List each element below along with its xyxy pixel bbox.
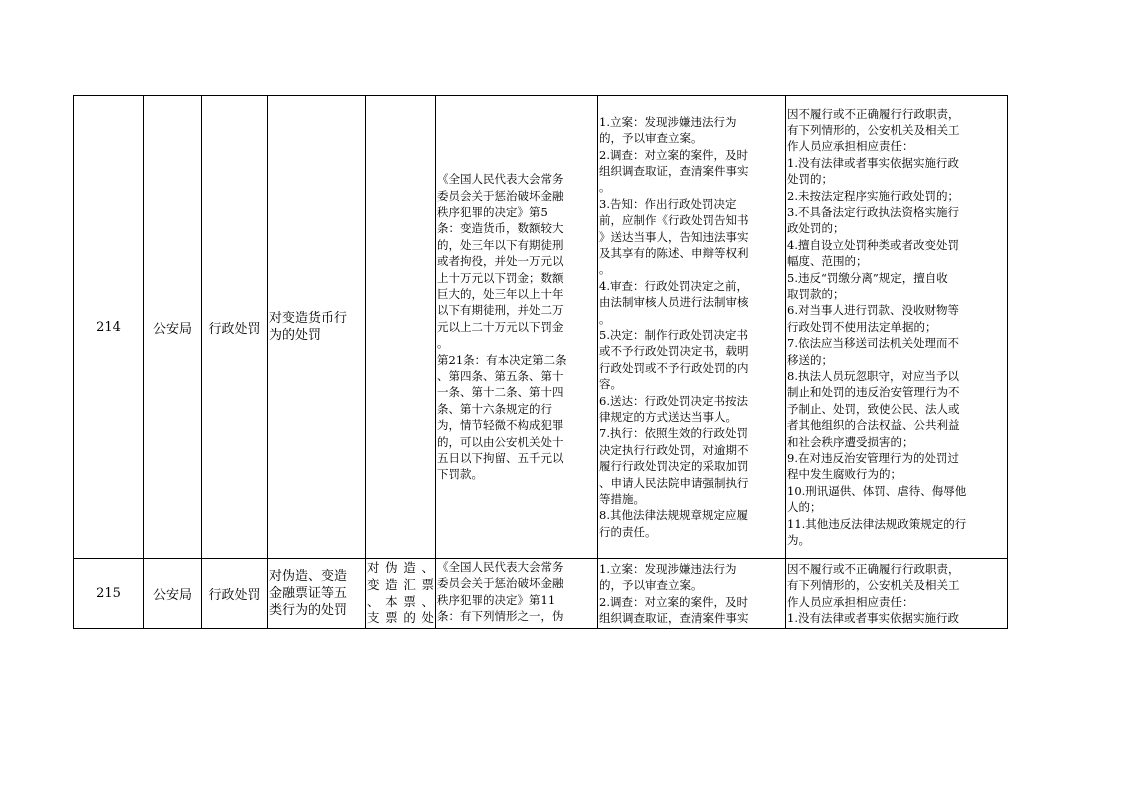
procedure-cell: 1.立案：发现涉嫌违法行为 的，予以审查立案。 2.调查：对立案的案件，及时 组织调查取证，查清案件事实 (598, 559, 786, 629)
responsibility-cell: 因不履行或不正确履行行政职责， 有下列情形的，公安机关及相关工 作人员应承担相应责任： 1.没有法律或者事实依据实施行政 处罚的； 2.未按法定程序实施行政处罚的； 3.不具备法定行政执法资格实施行 政处罚的； 4.擅自设立处罚种类或者改变处罚 幅度、范围的； 5.违反“罚缴分离”规定，擅自收 取罚款的； 6.对当事人进行罚款、没收财物等 行政处罚不使用法定单据的； 7.依法应当移送司法机关处理而不 移送的； 8.执法人员玩忽职守，对应当予以 制止和处罚的违反治安管理行为不 予制止、处罚，致使公民、法人或 者其他组织的合法权益、公共利益 和社会秩序遭受损害的； 9.在对违反治安管理行为的处罚过 程中发生腐败行为的； 10.刑讯逼供、体罚、虐待、侮辱他 人的； 11.其他违反法律法规政策规定的行 为。 (786, 96, 1008, 559)
sub-item-cell (366, 96, 436, 559)
table-row (74, 96, 1008, 559)
procedure-cell: 1.立案：发现涉嫌违法行为 的，予以审查立案。 2.调查：对立案的案件，及时 组织调查取证，查清案件事实 。 3.告知：作出行政处罚决定 前，应制作《行政处罚告知书 》送达当事人，告知违法事实 及其享有的陈述、申辩等权利 。 4.审查：行政处罚决定之前， 由法制审核人员进行法制审核 。 5.决定：制作行政处罚决定书 或不予行政处罚决定书，载明 行政处罚或不予行政处罚的内 容。 6.送达：行政处罚决定书按法 律规定的方式送达当事人。 7.执行：依照生效的行政处罚 决定执行行政处罚，对逾期不 履行行政处罚决定的采取加罚 、申请人民法院申请强制执行 等措施。 8.其他法律法规规章规定应履 行的责任。 (598, 96, 786, 559)
power-type-cell: 行政处罚 (202, 96, 268, 559)
item-name-cell: 对变造货币行 为的处罚 (268, 96, 366, 559)
row-number: 215 (74, 559, 144, 629)
legal-basis-cell: 《全国人民代表大会常务 委员会关于惩治破坏金融 秩序犯罪的决定》第5 条：变造货币，数额较大 的，处三年以下有期徒刑 或者拘役，并处一万元以 上十万元以下罚金；数额 巨大的，处三年以上十年 以下有期徒刑，并处二万 元以上二十万元以下罚金 。 第21条：有本决定第二条 、第四条、第五条、第十 一条、第十二条、第十四 条、第十六条规定的行 为，情节轻微不构成犯罪 的，可以由公安机关处十 五日以下拘留、五千元以 下罚款。 (436, 96, 598, 559)
sub-item-cell: 对伪造、 变造汇票 、本票、 支票的处 (366, 559, 436, 629)
table-row (74, 559, 1008, 629)
row-number: 214 (74, 96, 144, 559)
power-type-cell: 行政处罚 (202, 559, 268, 629)
item-name-cell: 对伪造、变造 金融票证等五 类行为的处罚 (268, 559, 366, 629)
responsibility-cell: 因不履行或不正确履行行政职责， 有下列情形的，公安机关及相关工 作人员应承担相应责任： 1.没有法律或者事实依据实施行政 (786, 559, 1008, 629)
department-cell: 公安局 (144, 96, 202, 559)
legal-basis-cell: 《全国人民代表大会常务 委员会关于惩治破坏金融 秩序犯罪的决定》第11 条：有下列情形之一，伪 (436, 559, 598, 629)
department-cell: 公安局 (144, 559, 202, 629)
power-list-table (73, 95, 1008, 629)
